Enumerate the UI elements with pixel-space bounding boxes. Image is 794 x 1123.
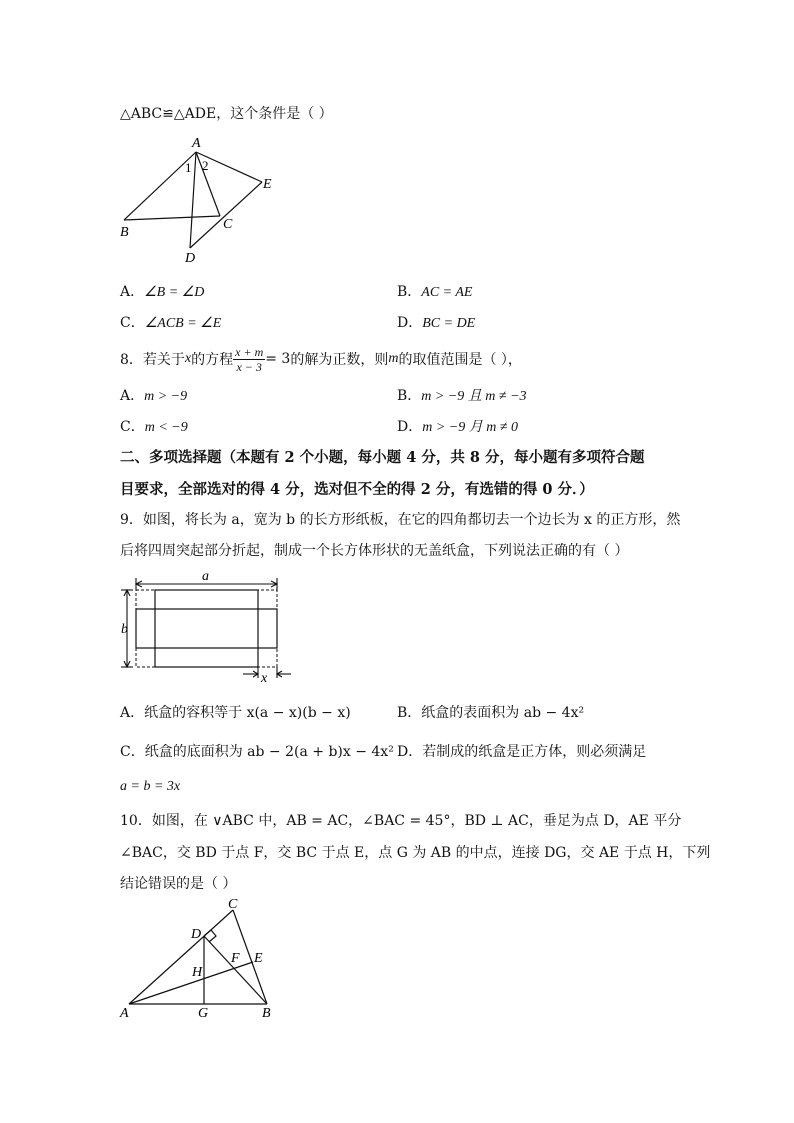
q9-stem-line2: 后将四周突起部分折起，制成一个长方体形状的无盖纸盒，下列说法正确的有（ ）: [120, 543, 629, 559]
q10-label-B: B: [262, 1006, 271, 1021]
q8-option-b[interactable]: [397, 385, 527, 405]
option-letter: B．: [397, 388, 422, 404]
q8-var-x: x: [184, 351, 192, 366]
q8-equals: = 3: [265, 351, 291, 367]
q7-label-C: C: [223, 217, 233, 232]
q8-fraction: [233, 345, 265, 374]
option-letter: A．: [120, 705, 145, 721]
q10-label-D: D: [191, 927, 202, 942]
option-letter: B．: [397, 705, 422, 721]
q9-figure: [115, 566, 300, 686]
q9-label-b: b: [121, 622, 128, 637]
option-letter: B．: [397, 284, 422, 300]
q9-stem-line1: 9．如图，将长为 a，宽为 b 的长方形纸板，在它的四角都切去一个边长为 x 的正方形，然: [120, 512, 681, 528]
q7-option-c[interactable]: [120, 312, 221, 332]
option-text: AC = AE: [421, 285, 473, 300]
option-letter: C．: [120, 419, 145, 435]
q7-option-a[interactable]: [120, 281, 204, 301]
option-text: m > −9 且 m ≠ −3: [421, 389, 527, 404]
q7-stem: △ABC≌△ADE，这个条件是（ ）: [120, 106, 333, 122]
q7-option-d[interactable]: [397, 312, 475, 332]
option-letter: D．: [397, 744, 423, 760]
section2-heading-line1: 二、多项选择题（本题有 2 个小题，每小题 4 分，共 8 分，每小题有多项符合题: [120, 449, 645, 466]
q10-label-C: C: [228, 897, 238, 912]
q8-option-a[interactable]: [120, 385, 187, 405]
q7-figure: [110, 132, 300, 267]
option-text: 纸盒的表面积为 ab − 4x²: [421, 705, 585, 721]
q7-label-E: E: [263, 177, 272, 192]
q8-option-d[interactable]: [397, 416, 518, 436]
option-text: ∠ACB = ∠E: [144, 316, 222, 331]
q10-label-H: H: [192, 965, 203, 980]
q7-label-1: 1: [185, 160, 192, 175]
q10-stem-line3: 结论错误的是（ ）: [120, 876, 237, 892]
option-text: m < −9: [144, 420, 188, 435]
q7-label-2: 2: [202, 158, 209, 173]
q10-stem-line2: ∠BAC，交 BD 于点 F，交 BC 于点 E，点 G 为 AB 的中点，连接 DG，交 AE 于点 H，下列: [120, 845, 711, 861]
option-text: ∠B = ∠D: [144, 285, 205, 300]
option-letter: D．: [397, 315, 423, 331]
q10-label-A: A: [120, 1006, 129, 1021]
q7-label-B: B: [120, 225, 129, 240]
option-letter: D．: [397, 419, 423, 435]
q8-text: 的方程: [191, 352, 234, 368]
option-text: m > −9: [144, 389, 188, 404]
q8-text: 的解为正数，则: [290, 352, 389, 368]
option-letter: C．: [120, 744, 145, 760]
option-letter: C．: [120, 315, 145, 331]
q7-label-D: D: [185, 251, 196, 266]
q9-option-b[interactable]: [397, 702, 584, 722]
q8-var-m: m: [388, 351, 399, 366]
section2-heading-line2: 目要求，全部选对的得 4 分，选对但不全的得 2 分，有选错的得 0 分．）: [120, 481, 594, 498]
q10-label-E: E: [254, 951, 263, 966]
q9-option-c[interactable]: [120, 741, 394, 761]
q8-fraction-numerator: x + m: [235, 344, 264, 359]
q8-option-c[interactable]: [120, 416, 188, 436]
q9-option-a[interactable]: [120, 702, 351, 722]
q10-figure: [112, 896, 292, 1026]
q8-stem: [120, 342, 522, 376]
q8-fraction-denominator: x − 3: [236, 359, 262, 374]
option-letter: A．: [120, 284, 145, 300]
q9-option-d-continued: a = b = 3x: [120, 779, 181, 794]
option-text: 纸盒的底面积为 ab − 2(a + b)x − 4x²: [144, 744, 394, 760]
q9-option-d[interactable]: [397, 741, 646, 761]
option-text: 纸盒的容积等于 x(a − x)(b − x): [144, 705, 351, 721]
option-text: BC = DE: [422, 316, 476, 331]
q10-label-F: F: [231, 951, 240, 966]
q10-label-G: G: [198, 1006, 209, 1021]
q7-option-b[interactable]: [397, 281, 472, 301]
q8-text: 8．若关于: [120, 352, 185, 368]
option-letter: A．: [120, 388, 145, 404]
q10-stem-line1: 10．如图，在 ∨ABC 中，AB = AC，∠BAC = 45°，BD ⊥ AC，垂足为点 D，AE 平分: [120, 813, 682, 829]
option-text: m > −9 月 m ≠ 0: [422, 420, 519, 435]
q7-label-A: A: [192, 136, 201, 151]
q9-label-x: x: [261, 671, 268, 686]
q8-text: 的取值范围是（ ），: [398, 352, 522, 368]
option-text: 若制成的纸盒是正方体，则必须满足: [422, 744, 647, 760]
q9-label-a: a: [202, 569, 209, 584]
